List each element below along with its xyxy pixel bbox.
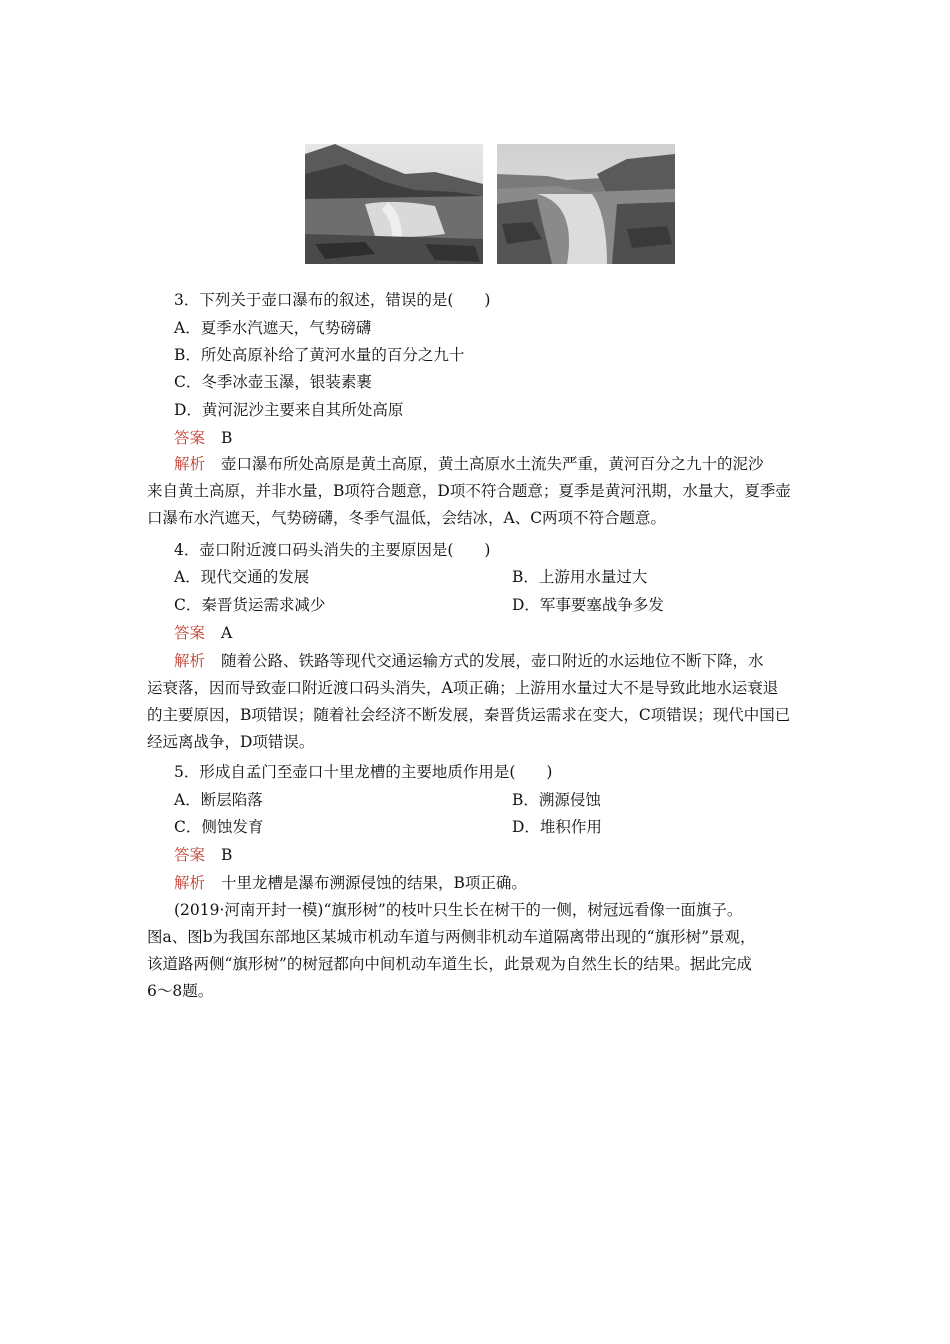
q3-option-b: B．所处高原补给了黄河水量的百分之九十 (174, 346, 465, 364)
analysis-label: 解析 (174, 455, 206, 473)
q5-analysis (174, 873, 527, 893)
analysis-line: 十里龙槽是瀑布溯源侵蚀的结果，B项正确。 (221, 874, 527, 892)
analysis-line: 来自黄土高原，并非水量，B项符合题意，D项不符合题意；夏季是黄河汛期，水量大，夏季壶 (147, 482, 791, 500)
analysis-line: 壶口瀑布所处高原是黄土高原，黄土高原水土流失严重，黄河百分之九十的泥沙 (221, 455, 764, 473)
q3-option-a: A．夏季水汽遮天，气势磅礴 (174, 319, 372, 337)
analysis-line: 运衰落，因而导致壶口附近渡口码头消失，A项正确；上游用水量过大不是导致此地水运衰退 (147, 679, 779, 697)
analysis-line: 的主要原因，B项错误；随着社会经济不断发展，秦晋货运需求在变大，C项错误；现代中国已 (147, 706, 791, 724)
q4-option-c: C．秦晋货运需求减少 (174, 596, 326, 614)
q3-option-d: D．黄河泥沙主要来自其所处高原 (174, 401, 404, 419)
waterfall-photo-left (305, 144, 483, 264)
analysis-line: 口瀑布水汽遮天，气势磅礴，冬季气温低，会结冰，A、C两项不符合题意。 (147, 509, 667, 527)
intro-line: 该道路两侧“旗形树”的树冠都向中间机动车道生长，此景观为自然生长的结果。据此完成 (147, 955, 752, 973)
intro-line: 图a、图b为我国东部地区某城市机动车道与两侧非机动车道隔离带出现的“旗形树”景观， (147, 928, 756, 946)
q4-option-a: A．现代交通的发展 (174, 568, 310, 586)
answer-value: B (221, 846, 233, 864)
q3-analysis (147, 451, 817, 532)
analysis-label: 解析 (174, 652, 206, 670)
q5-option-a: A．断层陷落 (174, 791, 263, 809)
answer-label: 答案 (174, 624, 206, 642)
answer-value: A (221, 624, 233, 642)
q5-option-c: C．侧蚀发育 (174, 818, 264, 836)
q3-stem: 3．下列关于壶口瀑布的叙述，错误的是( ) (174, 291, 491, 309)
intro-line: (2019·河南开封一模)“旗形树”的枝叶只生长在树干的一侧，树冠远看像一面旗子。 (174, 901, 743, 919)
q4-answer (174, 623, 232, 643)
q5-stem: 5．形成自孟门至壶口十里龙槽的主要地质作用是( ) (174, 763, 553, 781)
q5-option-b: B．溯源侵蚀 (512, 791, 601, 809)
q4-option-d: D．军事要塞战争多发 (512, 596, 664, 614)
q4-stem: 4．壶口附近渡口码头消失的主要原因是( ) (174, 541, 491, 559)
q5-answer (174, 845, 232, 865)
analysis-label: 解析 (174, 874, 206, 892)
answer-label: 答案 (174, 846, 206, 864)
q4-option-b: B．上游用水量过大 (512, 568, 648, 586)
answer-value: B (221, 429, 233, 447)
q5-option-d: D．堆积作用 (512, 818, 602, 836)
analysis-line: 随着公路、铁路等现代交通运输方式的发展，壶口附近的水运地位不断下降，水 (221, 652, 764, 670)
analysis-line: 经远离战争，D项错误。 (147, 733, 315, 751)
intro-line: 6～8题。 (147, 982, 214, 1000)
longcao-photo-right (497, 144, 675, 264)
answer-label: 答案 (174, 429, 206, 447)
q3-option-c: C．冬季冰壶玉瀑，银装素裹 (174, 373, 372, 391)
q4-analysis (147, 648, 817, 756)
q3-answer (174, 428, 232, 448)
q6-8-intro (147, 897, 817, 1005)
